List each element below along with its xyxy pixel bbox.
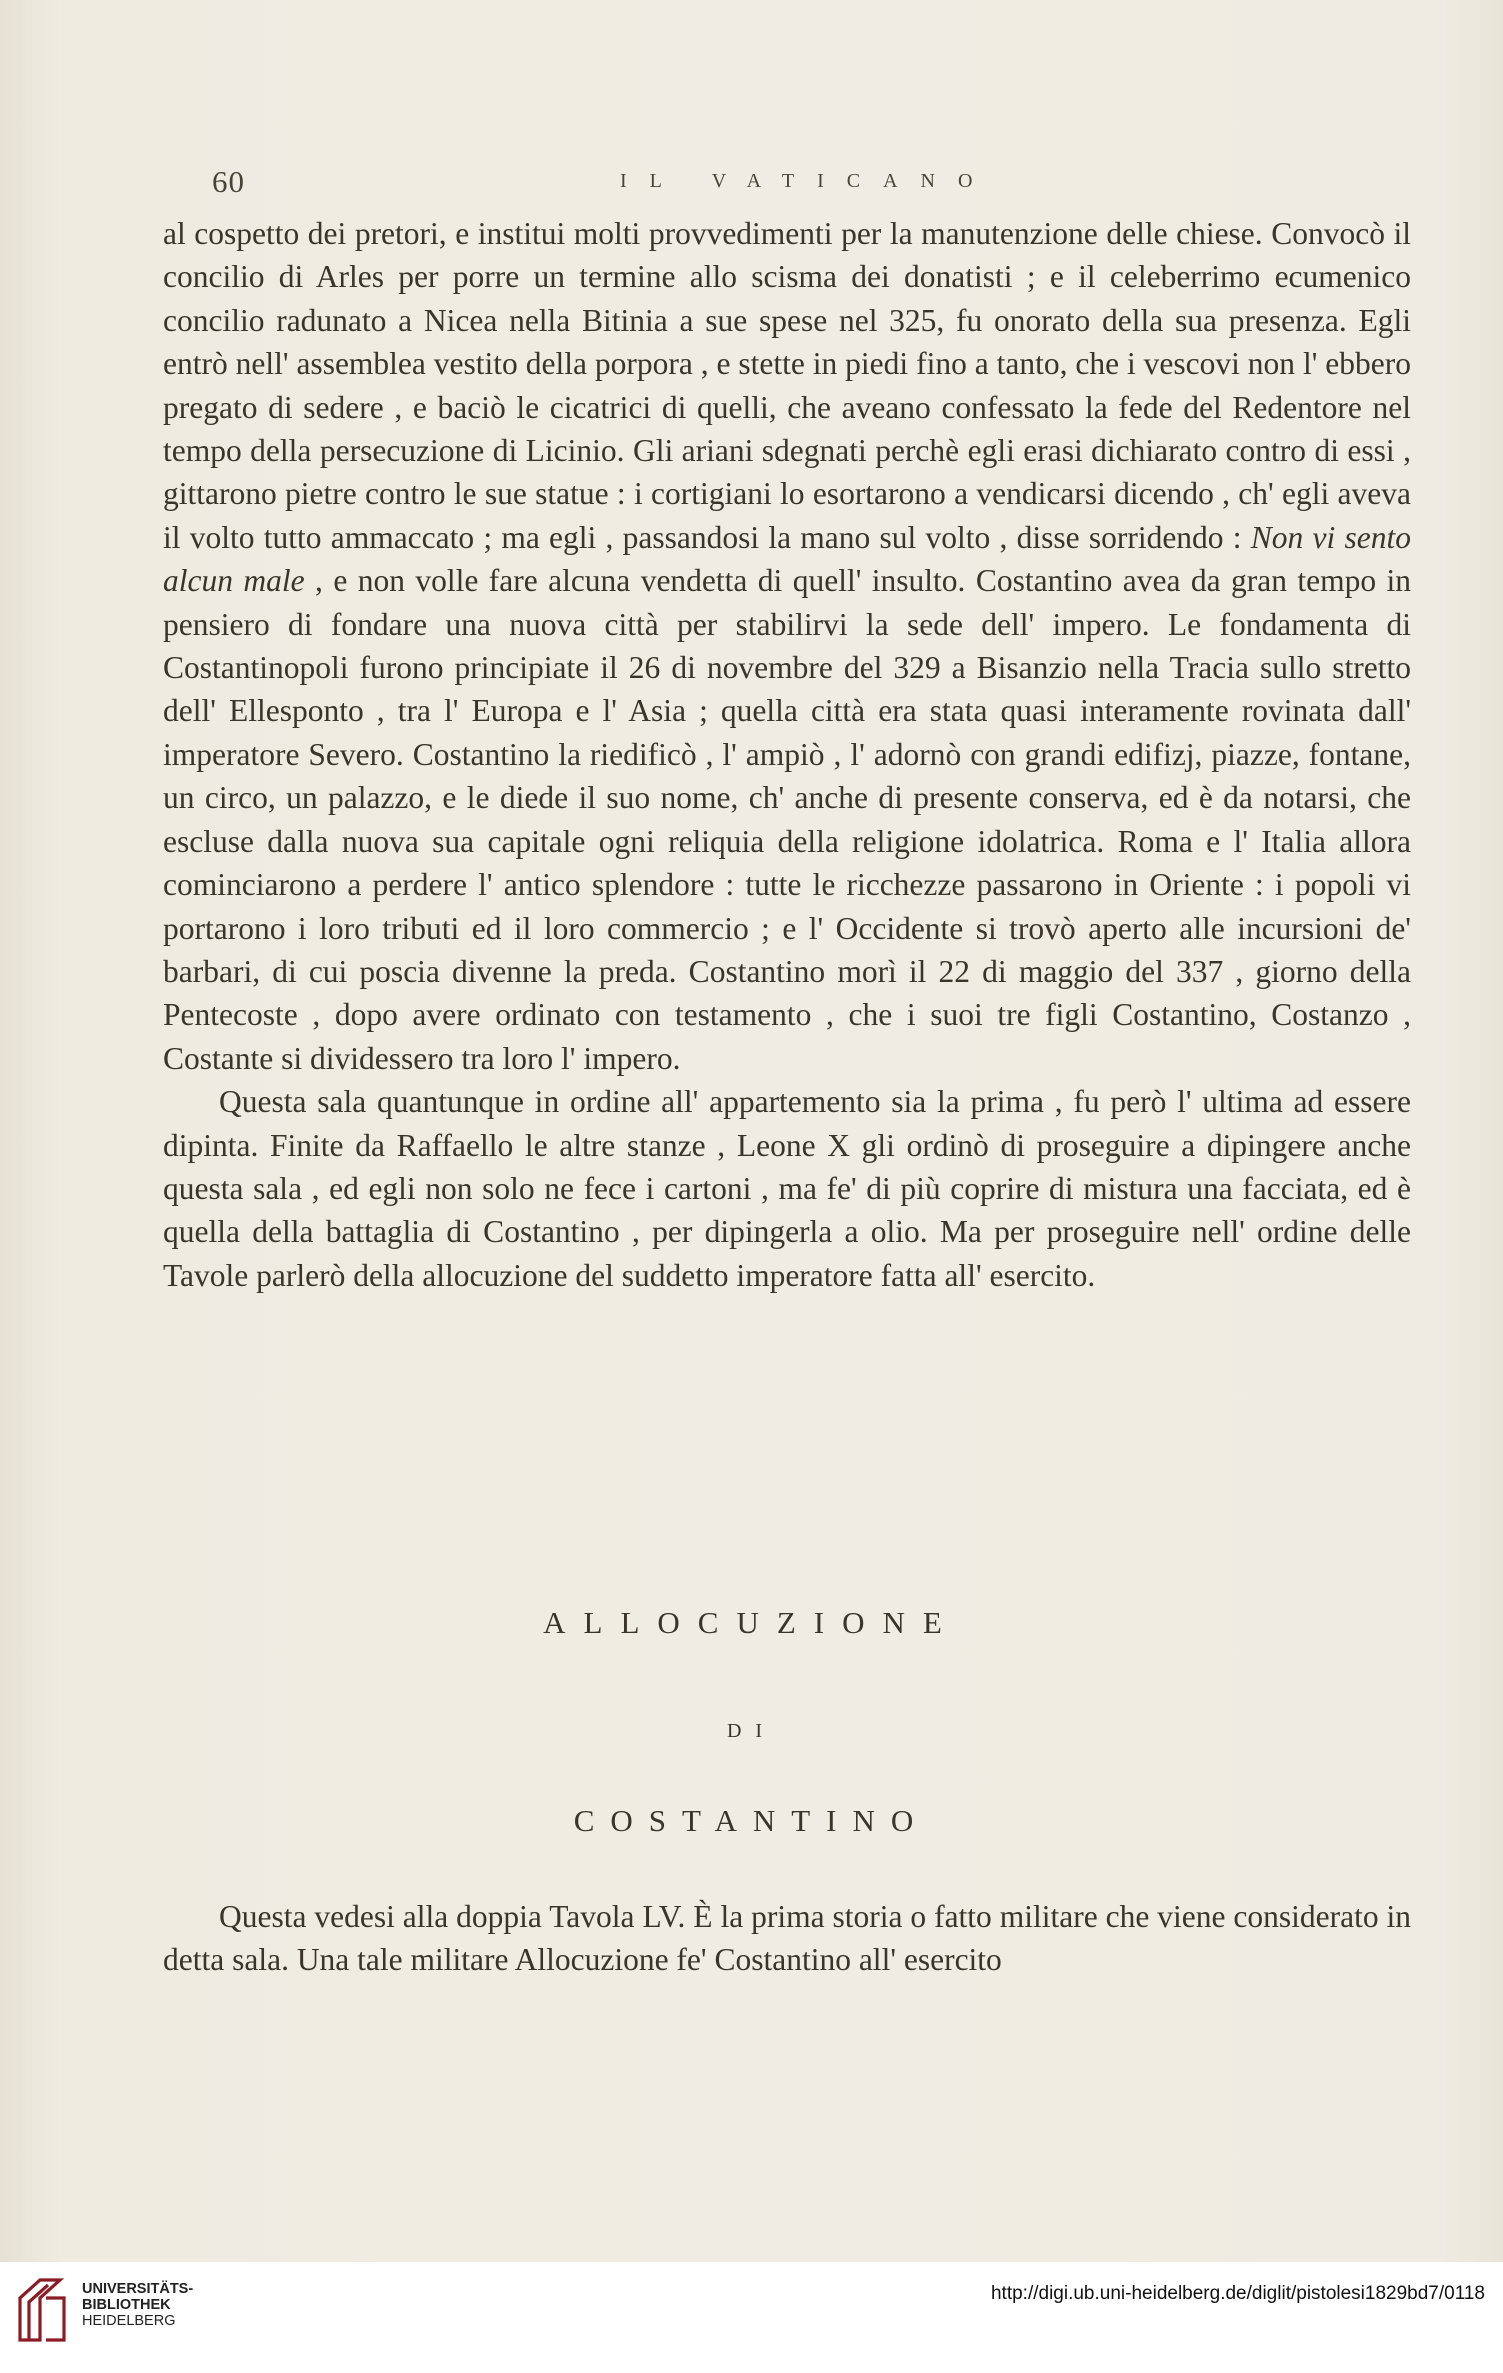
source-url-link[interactable]: http://digi.ub.uni-heidelberg.de/diglit/pistolesi1829bd7/0118 bbox=[990, 2283, 1485, 2304]
running-head bbox=[160, 164, 1410, 204]
library-name-line: UNIVERSITÄTS- bbox=[82, 2281, 194, 2297]
section-heading: COSTANTINO bbox=[573, 1803, 930, 1838]
library-name bbox=[82, 2281, 193, 2329]
footer-bar bbox=[0, 2262, 1503, 2373]
body-text bbox=[163, 212, 1411, 1297]
library-name-line: HEIDELBERG bbox=[82, 2313, 176, 2329]
library-logo-icon bbox=[16, 2276, 68, 2344]
section-heading: ALLOCUZIONE bbox=[543, 1605, 960, 1640]
running-title: IL VATICANO bbox=[620, 170, 996, 192]
paragraph: Questa vedesi alla doppia Tavola LV. È la prima storia o fatto militare che viene considerato in detta sala. Una tale militare Allocuzione fe' Costantino all' esercito bbox=[163, 1899, 1411, 1978]
paragraph-text: , e non volle fare alcuna vendetta di quell' insulto. Costantino avea da gran tempo in pensiero di fondare una nuova città per stabilirvi la sede dell' impero. Le fondamenta di Costantinopoli furono principiate il 26 di novembre del 329 a Bisanzio nella Tracia sullo stretto dell' Ellesponto , tra l' Europa e l' Asia ; quella città era stata quasi interamente rovinata dall' imperatore Severo. Costantino la riedificò , l' ampiò , l' adornò con grandi edifizj, piazze, fontane, un circo, un palazzo, e le diede il suo nome, ch' anche di presente conserva, ed è da notarsi, che escluse dalla nuova sua capitale ogni reliquia della religione idolatrica. Roma e l' Italia allora cominciarono a perdere l' antico splendore : tutte le ricchezze passarono in Oriente : i popoli vi portarono i loro tributi ed il loro commercio ; e l' Occidente si trovò aperto alle incursioni de' barbari, di cui poscia divenne la preda. Costantino morì il 22 di maggio del 337 , giorno della Pentecoste , dopo avere ordinato con testamento , che i suoi tre figli Costantino, Costanzo , Costante si dividessero tra loro l' impero. bbox=[163, 563, 1411, 1076]
paragraph: Questa sala quantunque in ordine all' appartemento sia la prima , fu però l' ultima ad essere dipinta. Finite da Raffaello le altre stanze , Leone X gli ordinò di proseguire a dipingere anche questa sala , ed egli non solo ne fece i cartoni , ma fe' di più coprire di mistura una facciata, ed è quella della battaglia di Costantino , per dipingerla a olio. Ma per proseguire nell' ordine delle Tavole parlerò della allocuzione del suddetto imperatore fatta all' esercito. bbox=[163, 1084, 1411, 1293]
paragraph bbox=[163, 212, 1411, 1080]
paragraph-text: al cospetto dei pretori, e institui molti provvedimenti per la manutenzione delle chiese. Convocò il concilio di Arles per porre un termine allo scisma dei donatisti ; e il celeberrimo ecumenico concilio radunato a Nicea nella Bitinia a sue spese nel 325, fu onorato della sua presenza. Egli entrò nell' assemblea vestito della porpora , e stette in piedi fino a tanto, che i vescovi non l' ebbero pregato di sedere , e baciò le cicatrici di quelli, che aveano confessato la fede del Redentore nel tempo della persecuzione di Licinio. Gli ariani sdegnati perchè egli erasi dichiarato contro di essi , gittarono pietre contro le sue statue : i cortigiani lo esortarono a vendicarsi dicendo , ch' egli aveva il volto tutto ammaccato ; ma egli , passandosi la mano sul volto , disse sorridendo : bbox=[163, 216, 1411, 555]
section-subheading: DI bbox=[726, 1720, 777, 1742]
italic-quote: Non vi sento alcun male bbox=[163, 519, 1411, 599]
section-text bbox=[163, 1895, 1411, 1982]
page-number: 60 bbox=[212, 164, 245, 199]
library-name-line: BIBLIOTHEK bbox=[82, 2297, 171, 2313]
